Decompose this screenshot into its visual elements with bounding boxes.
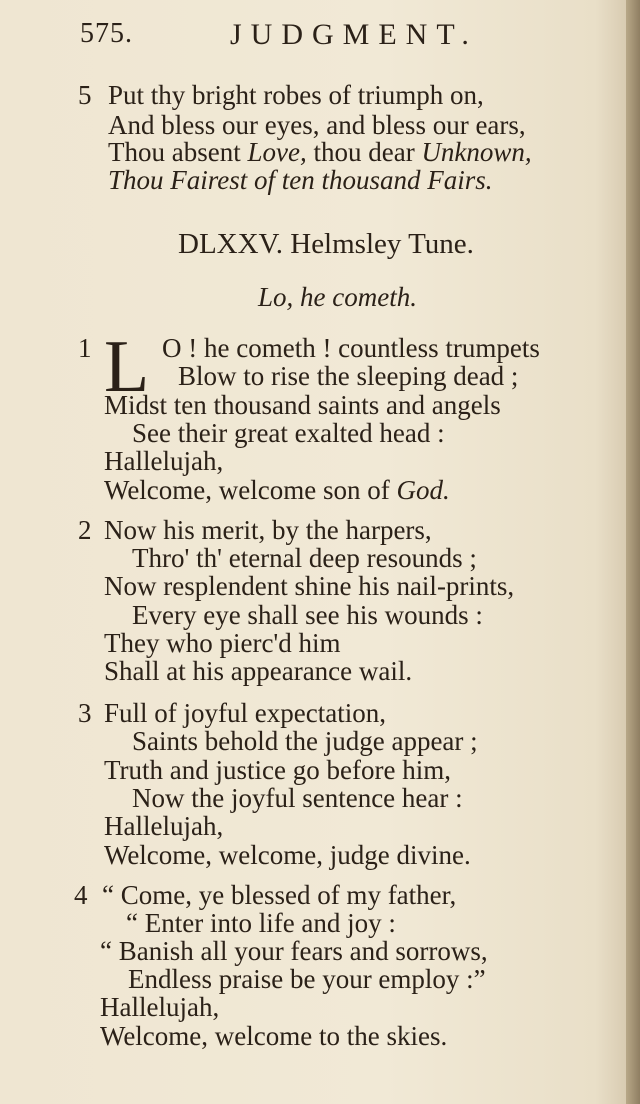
stanza-number: 2 bbox=[78, 515, 92, 545]
verse-line: Midst ten thousand saints and angels bbox=[104, 390, 501, 420]
verse-text: thou dear bbox=[306, 137, 422, 167]
verse-line: Blow to rise the sleeping dead ; bbox=[178, 361, 519, 391]
verse-italic-text: Thou Fairest of ten thousand Fairs. bbox=[108, 165, 493, 195]
page-gutter-shadow bbox=[626, 0, 640, 1104]
running-head: JUDGMENT. bbox=[230, 18, 478, 51]
verse-line: O ! he cometh ! countless trumpets bbox=[162, 333, 540, 363]
verse-line: Now the joyful sentence hear : bbox=[132, 783, 463, 813]
verse-line: See their great exalted head : bbox=[132, 418, 445, 448]
verse-italic-text: God. bbox=[396, 475, 450, 505]
stanza-number: 1 bbox=[78, 333, 92, 363]
verse-line: Now resplendent shine his nail-prints, bbox=[104, 571, 515, 601]
stanza-number: 3 bbox=[78, 698, 92, 728]
verse-line: Hallelujah, bbox=[104, 811, 224, 841]
verse-line bbox=[108, 137, 532, 167]
verse-line: Endless praise be your employ :” bbox=[128, 964, 486, 994]
verse-text: And bless our eyes, and bless our ears, bbox=[108, 110, 526, 140]
page-number: 575. bbox=[80, 18, 133, 49]
verse-line: “ Banish all your fears and sorrows, bbox=[100, 936, 488, 966]
verse-line bbox=[108, 165, 493, 195]
verse-line: Thro' th' eternal deep resounds ; bbox=[132, 543, 477, 573]
verse-line: Hallelujah, bbox=[104, 446, 224, 476]
verse-text: Welcome, welcome son of bbox=[104, 475, 397, 505]
stanza-number: 4 bbox=[74, 880, 88, 910]
verse-line: Saints behold the judge appear ; bbox=[132, 726, 478, 756]
verse-line: Full of joyful expectation, bbox=[104, 698, 386, 728]
verse-line bbox=[108, 110, 526, 140]
drop-cap-letter: L bbox=[104, 326, 150, 408]
verse-line: Now his merit, by the harpers, bbox=[104, 515, 432, 545]
verse-line: Welcome, welcome, judge divine. bbox=[104, 840, 471, 870]
stanza-number: 5 bbox=[78, 80, 92, 110]
verse-line: Hallelujah, bbox=[100, 992, 220, 1022]
page-header bbox=[80, 18, 540, 58]
verse-italic-text: Unknown, bbox=[421, 137, 532, 167]
verse-text: Thou absent bbox=[108, 137, 248, 167]
verse-line: Welcome, welcome to the skies. bbox=[100, 1021, 448, 1051]
verse-line: Every eye shall see his wounds : bbox=[132, 600, 483, 630]
verse-line: “ Enter into life and joy : bbox=[126, 908, 396, 938]
verse-line: Shall at his appearance wail. bbox=[104, 656, 413, 686]
verse-line: They who pierc'd him bbox=[104, 628, 341, 658]
hymn-title: DLXXV. Helmsley Tune. bbox=[178, 228, 474, 260]
verse-line bbox=[104, 475, 450, 505]
hymn-subtitle: Lo, he cometh. bbox=[258, 282, 417, 312]
verse-text: Put thy bright robes of triumph on, bbox=[108, 80, 484, 110]
verse-italic-text: Love, bbox=[247, 137, 307, 167]
verse-line bbox=[108, 80, 484, 110]
verse-line: Truth and justice go before him, bbox=[104, 755, 451, 785]
verse-line: “ Come, ye blessed of my father, bbox=[102, 880, 457, 910]
